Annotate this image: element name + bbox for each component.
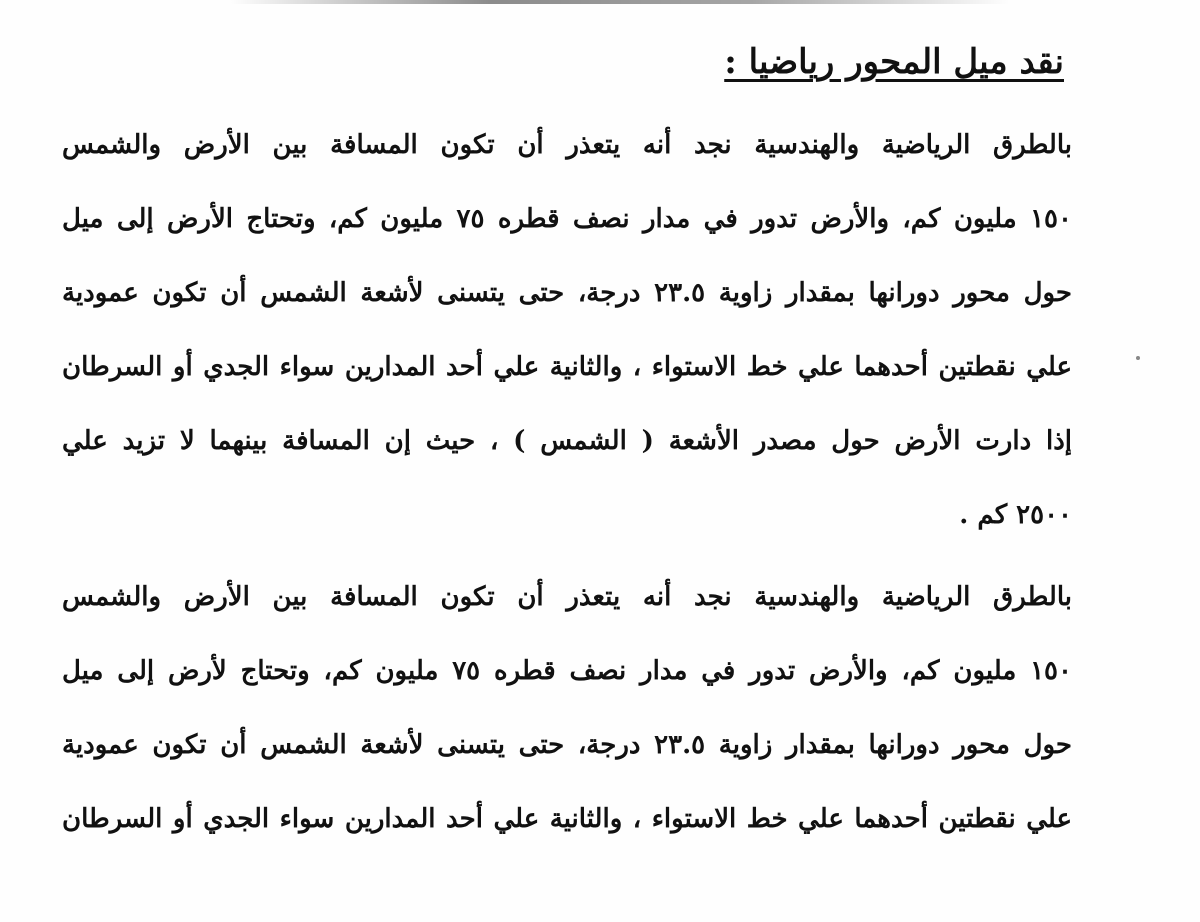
scan-edge-artifact [230, 0, 1010, 4]
paragraph-line: حول محور دورانها بمقدار زاوية ٢٣.٥ درجة، حتى يتسنى لأشعة الشمس أن تكون عمودية [62, 730, 1072, 760]
scan-speck [1136, 356, 1140, 360]
paragraph-line: بالطرق الرياضية والهندسية نجد أنه يتعذر أن تكون المسافة بين الأرض والشمس [62, 582, 1072, 612]
paragraph-line: علي نقطتين أحدهما علي خط الاستواء ، والثانية علي أحد المدارين سواء الجدي أو السرطان [62, 804, 1072, 834]
paragraph-2 [62, 560, 1072, 856]
paragraph-line: علي نقطتين أحدهما علي خط الاستواء ، والثانية علي أحد المدارين سواء الجدي أو السرطان [62, 352, 1072, 382]
paragraph-line: ١٥٠ مليون كم، والأرض تدور في مدار نصف قطره ٧٥ مليون كم، وتحتاج الأرض إلى ميل [62, 204, 1072, 234]
section-heading: نقد ميل المحور رياضيا : [724, 42, 1064, 82]
paragraph-1 [62, 108, 1072, 552]
paragraph-line: بالطرق الرياضية والهندسية نجد أنه يتعذر أن تكون المسافة بين الأرض والشمس [62, 130, 1072, 160]
paragraph-line: ٢٥٠٠ كم . [959, 500, 1072, 530]
paragraph-line: إذا دارت الأرض حول مصدر الأشعة ( الشمس ) ، حيث إن المسافة بينهما لا تزيد علي [62, 426, 1072, 456]
paragraph-line: حول محور دورانها بمقدار زاوية ٢٣.٥ درجة، حتى يتسنى لأشعة الشمس أن تكون عمودية [62, 278, 1072, 308]
paragraph-line: ١٥٠ مليون كم، والأرض تدور في مدار نصف قطره ٧٥ مليون كم، وتحتاج لأرض إلى ميل [62, 656, 1072, 686]
